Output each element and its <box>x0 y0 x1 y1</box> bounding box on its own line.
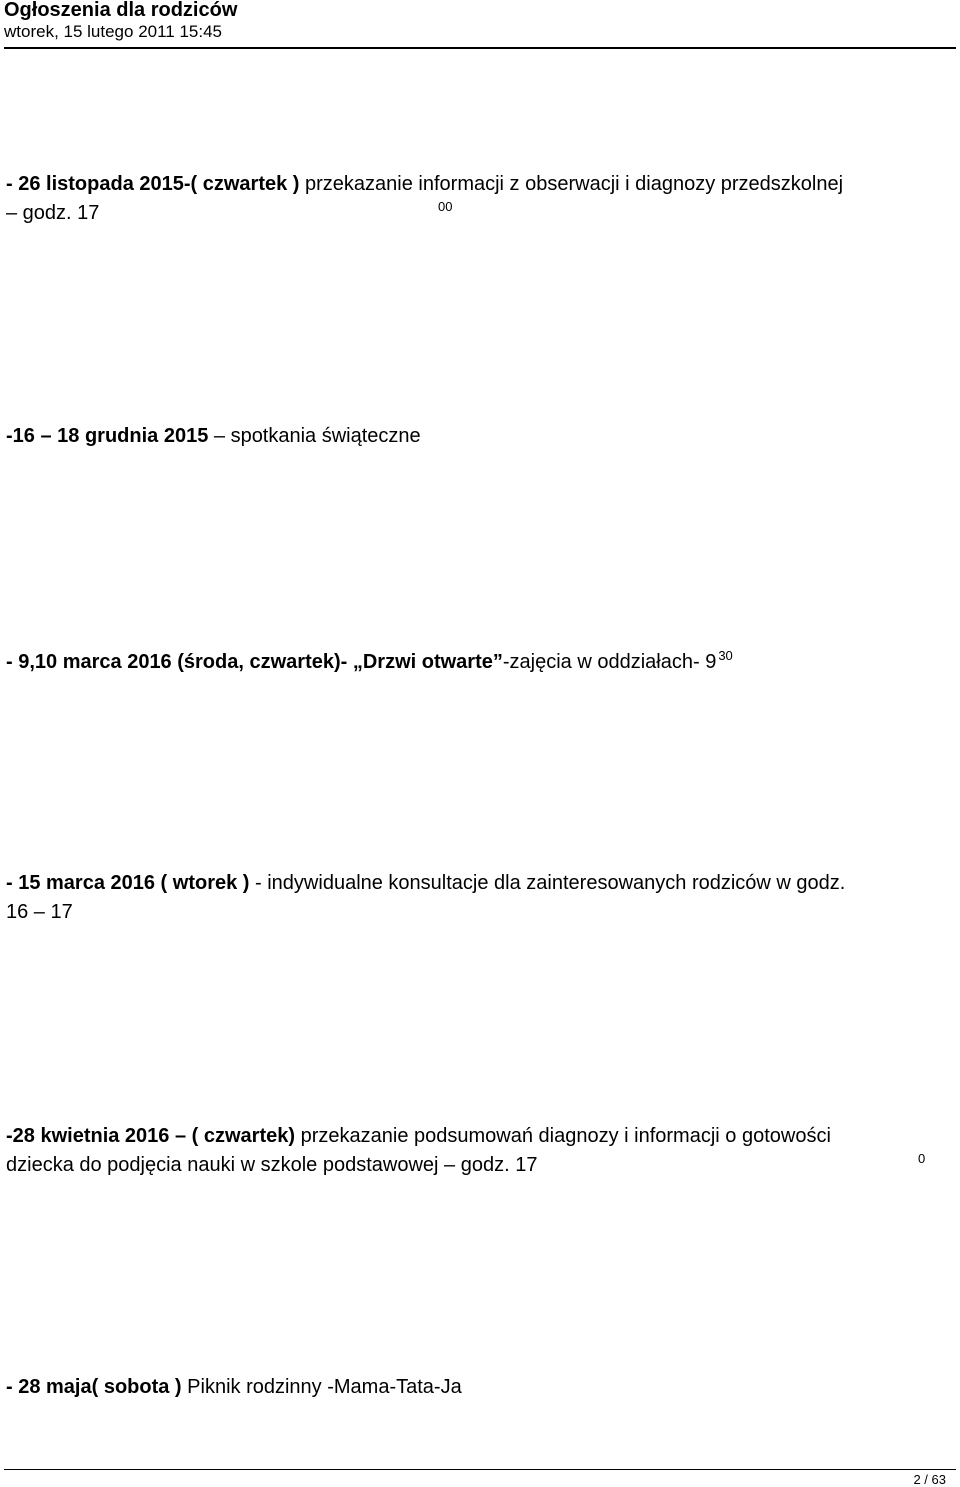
announcement-entry <box>6 1373 956 1402</box>
entry-text: przekazanie informacji z obserwacji i diagnozy przedszkolnej <box>299 173 844 195</box>
entry-line-2: dziecka do podjęcia nauki w szkole podstawowej – godz. 17 <box>6 1154 538 1176</box>
entry-date: -16 – 18 grudnia 2015 <box>6 425 209 447</box>
entry-line <box>6 1373 956 1402</box>
page-number: 2 / 63 <box>913 1472 946 1487</box>
footer-divider <box>4 1469 956 1470</box>
entry-line <box>6 648 956 678</box>
time-superscript: 00 <box>438 199 453 214</box>
entry-line-2: 16 – 17 <box>6 901 73 923</box>
entry-text: -zajęcia w oddziałach- 9 <box>502 651 717 673</box>
announcement-entry <box>6 869 956 927</box>
entry-date: - 26 listopada 2015-( czwartek ) <box>6 173 300 195</box>
entry-line <box>6 422 956 451</box>
entry-text: przekazanie podsumowań diagnozy i informacji o gotowości <box>295 1125 831 1147</box>
time-superscript: 30 <box>718 648 733 663</box>
entry-line <box>6 869 956 898</box>
entry-text: - indywidualne konsultacje dla zainteresowanych rodziców w godz. <box>249 872 846 894</box>
entry-line-2: – godz. 17 <box>6 202 100 224</box>
announcement-entry <box>6 170 956 228</box>
entry-line <box>6 170 956 199</box>
entry-date: - 28 maja( sobota ) <box>6 1376 182 1398</box>
header-divider <box>4 47 956 49</box>
entry-date: - 15 marca 2016 ( wtorek ) <box>6 872 250 894</box>
entry-text: Piknik rodzinny -Mama-Tata-Ja <box>181 1376 462 1398</box>
entry-text: – spotkania świąteczne <box>208 425 421 447</box>
entry-line <box>6 1122 956 1151</box>
header-title: Ogłoszenia dla rodziców <box>4 0 238 21</box>
entry-date: -28 kwietnia 2016 – ( czwartek) <box>6 1125 296 1147</box>
entry-date: - 9,10 marca 2016 (środa, czwartek)- „Drzwi otwarte” <box>6 651 503 673</box>
header-date: wtorek, 15 lutego 2011 15:45 <box>4 22 223 41</box>
time-superscript: 0 <box>918 1151 926 1166</box>
announcement-entry <box>6 1122 956 1180</box>
announcement-entry <box>6 648 956 678</box>
announcement-entry <box>6 422 956 451</box>
